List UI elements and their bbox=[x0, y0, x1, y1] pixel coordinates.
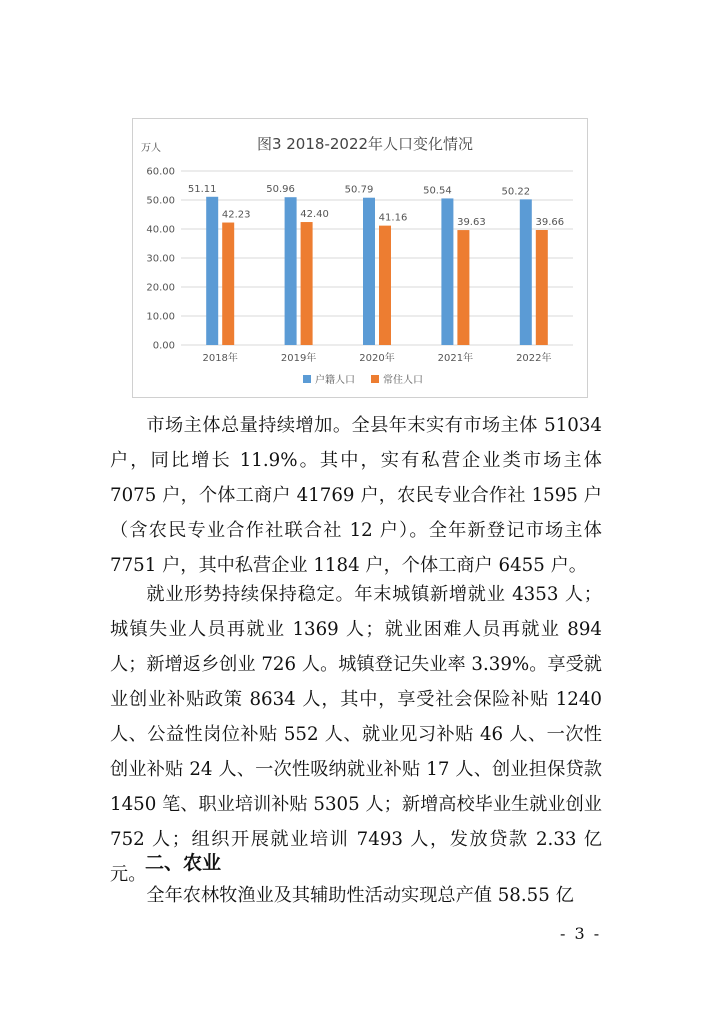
population-chart bbox=[132, 118, 588, 398]
y-tick-label: 40.00 bbox=[146, 224, 175, 236]
paragraph-employment: 就业形势持续保持稳定。年末城镇新增就业 4353 人；城镇失业人员再就业 1369 人；就业困难人员再就业 894 人；新增返乡创业 726 人。城镇登记失业率 3.39%。享受就业创业补贴政策 8634 人，其中，享受社会保险补贴 1240 人、公益性岗位补贴 552 人、就业见习补贴 46 人、一次性创业补贴 24 人、一次性吸纳就业补贴 17 人、创业担保贷款 1450 笔、职业培训补贴 5305 人；新增高校毕业生就业创业 752 人；组织开展就业培训 7493 人，发放贷款 2.33 亿元。 bbox=[110, 584, 602, 885]
data-label: 51.11 bbox=[187, 183, 217, 195]
data-label: 50.54 bbox=[423, 185, 452, 197]
chart-y-unit: 万人 bbox=[141, 143, 161, 154]
legend-swatch bbox=[303, 375, 311, 383]
y-tick-label: 60.00 bbox=[146, 166, 175, 178]
x-tick-label: 2018年 bbox=[202, 353, 238, 364]
bar-registered bbox=[520, 199, 532, 345]
bar-registered bbox=[441, 198, 453, 345]
data-label: 42.40 bbox=[300, 209, 329, 221]
data-label: 50.22 bbox=[501, 186, 531, 198]
y-tick-label: 30.00 bbox=[146, 253, 175, 265]
data-label: 50.79 bbox=[344, 184, 374, 196]
bar-registered bbox=[285, 197, 297, 345]
chart-svg bbox=[133, 119, 589, 399]
legend-label: 常住人口 bbox=[383, 375, 423, 386]
paragraph-market-entities: 市场主体总量持续增加。全县年末实有市场主体 51034 户，同比增长 11.9%。其中，实有私营企业类市场主体 7075 户，个体工商户 41769 户，农民专业合作社 1595 户（含农民专业合作社联合社 12 户）。全年新登记市场主体 7751 户，其中私营企业 1184 户，个体工商户 6455 户。 bbox=[110, 415, 602, 576]
data-label: 39.63 bbox=[457, 217, 486, 229]
bar-resident bbox=[222, 223, 234, 345]
x-tick-label: 2022年 bbox=[516, 353, 552, 364]
bar-registered bbox=[206, 197, 218, 345]
bar-resident bbox=[301, 222, 313, 345]
x-tick-label: 2019年 bbox=[280, 353, 317, 364]
y-tick-label: 10.00 bbox=[146, 311, 175, 323]
paragraph-agriculture: 全年农林牧渔业及其辅助性活动实现总产值 58.55 亿 bbox=[146, 885, 574, 906]
bar-resident bbox=[536, 230, 548, 345]
legend-swatch bbox=[371, 375, 379, 383]
chart-title: 图3 2018-2022年人口变化情况 bbox=[256, 135, 474, 153]
data-label: 39.66 bbox=[535, 216, 565, 228]
y-tick-label: 0.00 bbox=[152, 340, 175, 352]
y-tick-label: 20.00 bbox=[146, 282, 175, 294]
bar-resident bbox=[457, 230, 469, 345]
bar-resident bbox=[379, 226, 391, 345]
bar-registered bbox=[363, 198, 375, 345]
x-tick-label: 2020年 bbox=[359, 353, 395, 364]
y-tick-label: 50.00 bbox=[146, 195, 175, 207]
data-label: 42.23 bbox=[221, 209, 251, 221]
legend-label: 户籍人口 bbox=[315, 375, 355, 386]
x-tick-label: 2021年 bbox=[437, 353, 474, 364]
section-heading-agriculture: 二、农业 bbox=[145, 852, 222, 874]
page-number: - 3 - bbox=[560, 924, 602, 943]
data-label: 41.16 bbox=[378, 212, 408, 224]
data-label: 50.96 bbox=[266, 184, 295, 196]
